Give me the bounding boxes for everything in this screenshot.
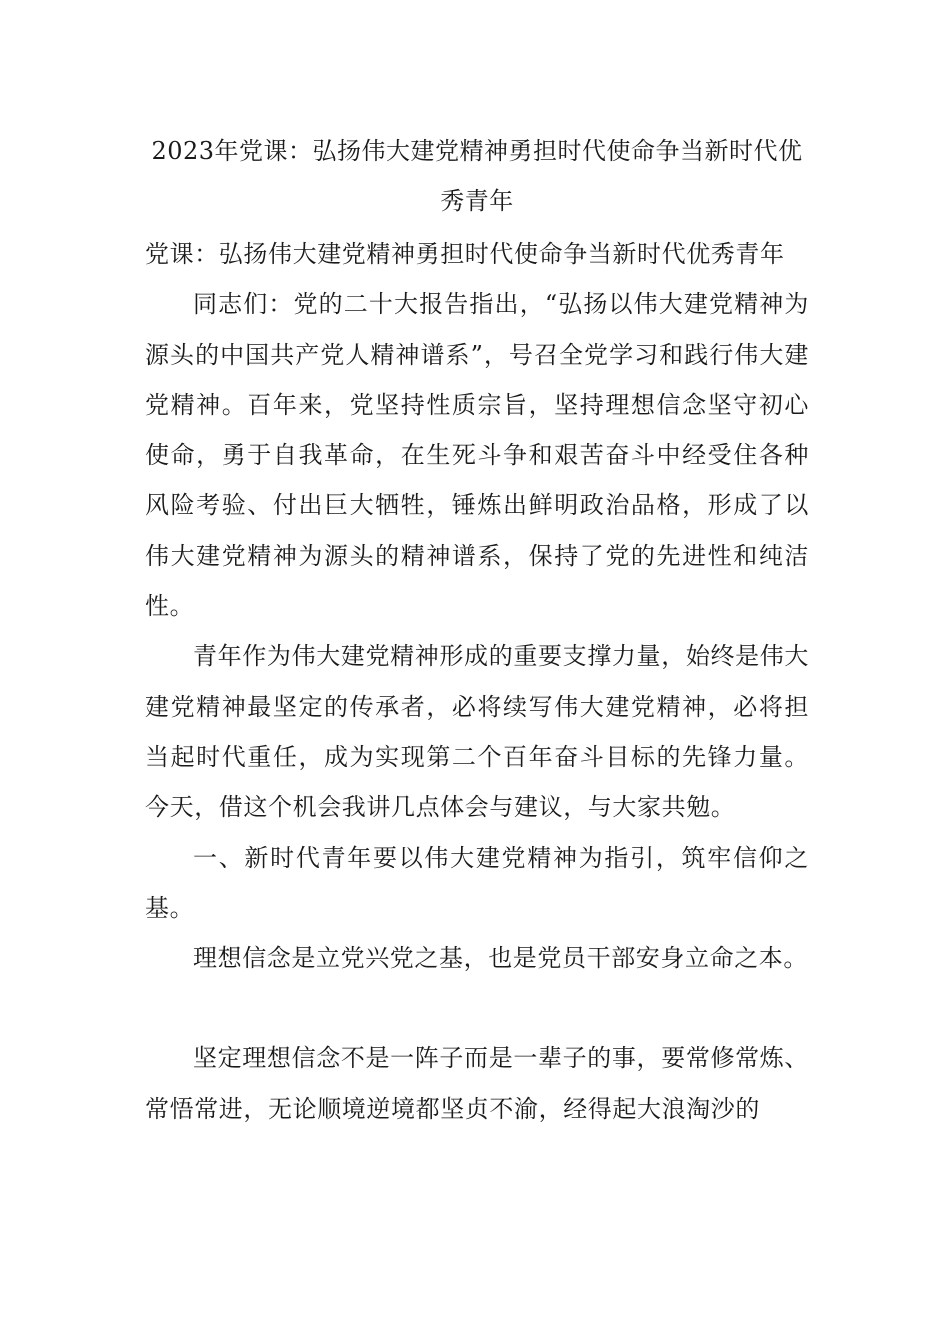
- document-title: 2023年党课：弘扬伟大建党精神勇担时代使命争当新时代优秀青年: [151, 137, 803, 215]
- paragraph-ideals: 理想信念是立党兴党之基，也是党员干部安身立命之本。: [193, 944, 808, 973]
- paragraph-conviction: 坚定理想信念不是一阵子而是一辈子的事，要常修常炼、常悟常进，无论顺境逆境都坚贞不渝，经得起大浪淘沙的: [145, 1044, 809, 1123]
- section-heading-one: 一、新时代青年要以伟大建党精神为指引，筑牢信仰之基。: [145, 843, 809, 922]
- paragraph-intro: 同志们：党的二十大报告指出，“弘扬以伟大建党精神为源头的中国共产党人精神谱系”，号召全党学习和践行伟大建党精神。百年来，党坚持性质宗旨，坚持理想信念坚守初心使命，勇于自我革命，在生死斗争和艰苦奋斗中经受住各种风险考验、付出巨大牺牲，锤炼出鲜明政治品格，形成了以伟大建党精神为源头的精神谱系，保持了党的先进性和纯洁性。: [145, 290, 809, 621]
- document-body: [145, 126, 809, 1134]
- paragraph-youth: 青年作为伟大建党精神形成的重要支撑力量，始终是伟大建党精神最坚定的传承者，必将续写伟大建党精神，必将担当起时代重任，成为实现第二个百年奋斗目标的先锋力量。今天，借这个机会我讲几点体会与建议，与大家共勉。: [145, 642, 809, 822]
- document-subtitle: 党课：弘扬伟大建党精神勇担时代使命争当新时代优秀青年: [145, 240, 785, 268]
